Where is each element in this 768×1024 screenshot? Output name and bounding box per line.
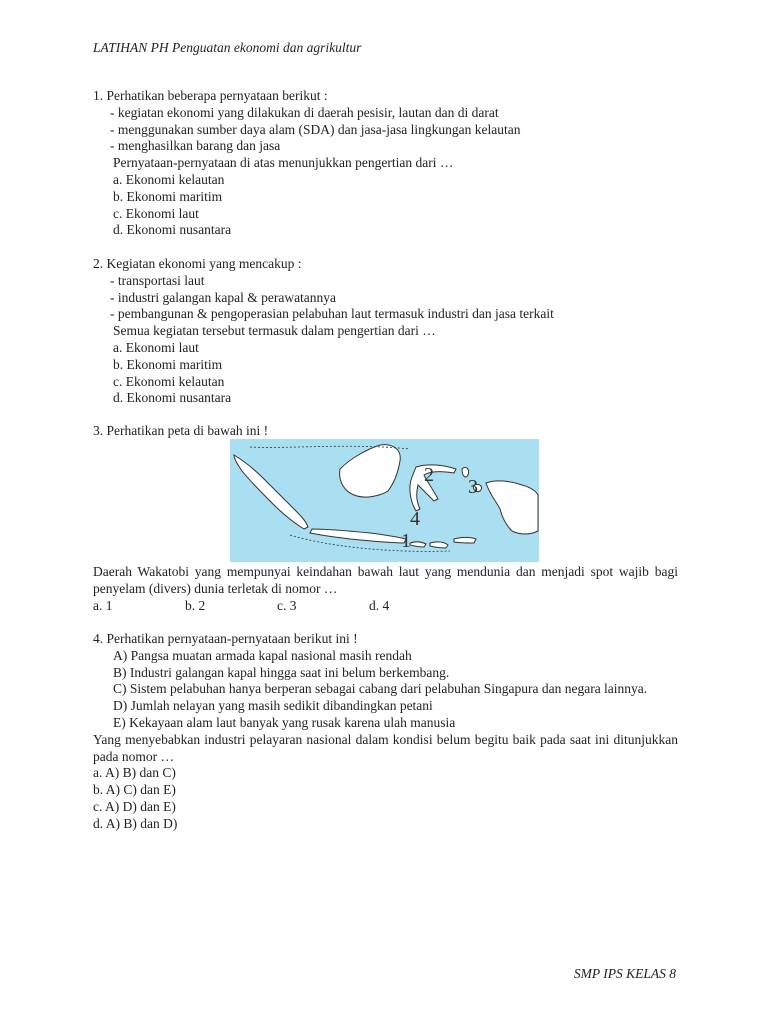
question-2 bbox=[93, 256, 678, 407]
indonesia-map bbox=[230, 439, 539, 562]
question-3 bbox=[93, 423, 678, 440]
java-island bbox=[310, 529, 406, 543]
q4-statement-c: C) Sistem pelabuhan hanya berperan sebagai cabang dari pelabuhan Singapura dan negara lainnya. bbox=[113, 681, 648, 697]
nusa-tenggara-island bbox=[454, 538, 476, 544]
q4-question: Yang menyebabkan industri pelayaran nasional dalam kondisi belum begitu baik pada saat ini ditunjukkan pada nomor … bbox=[93, 731, 678, 764]
indonesia-map-drawing bbox=[230, 439, 539, 562]
page-header: LATIHAN PH Penguatan ekonomi dan agrikultur bbox=[93, 40, 362, 55]
q3-option-b: b. 2 bbox=[185, 597, 206, 613]
q4-stem: 4. Perhatikan pernyataan-pernyataan berikut ini ! bbox=[93, 631, 358, 646]
q1-point: - menghasilkan barang dan jasa bbox=[110, 138, 281, 154]
q3-option-d: d. 4 bbox=[369, 597, 390, 613]
q4-statement-d: D) Jumlah nelayan yang masih sedikit dibandingkan petani bbox=[113, 698, 433, 714]
q3-option-a: a. 1 bbox=[93, 597, 113, 613]
question-4 bbox=[93, 631, 678, 833]
q3-options bbox=[93, 598, 678, 615]
q1-option-d: d. Ekonomi nusantara bbox=[113, 222, 232, 238]
question-1 bbox=[93, 88, 678, 239]
sumatra-island bbox=[234, 455, 308, 529]
papua-island bbox=[486, 481, 538, 534]
q4-statement-b: B) Industri galangan kapal hingga saat ini belum berkembang. bbox=[113, 664, 450, 680]
q2-option-b: b. Ekonomi maritim bbox=[113, 356, 223, 372]
nusa-tenggara-island bbox=[410, 542, 426, 547]
kalimantan-island bbox=[340, 445, 401, 497]
q4-option-a: a. A) B) dan C) bbox=[93, 765, 176, 781]
q1-option-a: a. Ekonomi kelautan bbox=[113, 171, 225, 187]
q4-statement-a: A) Pangsa muatan armada kapal nasional masih rendah bbox=[113, 647, 412, 663]
q3-option-c: c. 3 bbox=[277, 597, 297, 613]
q2-option-d: d. Ekonomi nusantara bbox=[113, 390, 232, 406]
q2-question: Semua kegiatan tersebut termasuk dalam pengertian dari … bbox=[113, 323, 436, 339]
map-label-2: 2 bbox=[424, 464, 434, 486]
q4-option-c: c. A) D) dan E) bbox=[93, 798, 176, 814]
q2-option-c: c. Ekonomi kelautan bbox=[113, 373, 225, 389]
map-label-1: 1 bbox=[401, 530, 411, 552]
q2-option-a: a. Ekonomi laut bbox=[113, 339, 199, 355]
q2-stem: 2. Kegiatan ekonomi yang mencakup : bbox=[93, 256, 302, 271]
q4-statement-e: E) Kekayaan alam laut banyak yang rusak karena ulah manusia bbox=[113, 714, 456, 730]
q4-option-b: b. A) C) dan E) bbox=[93, 782, 176, 798]
q1-question: Pernyataan-pernyataan di atas menunjukkan pengertian dari … bbox=[113, 155, 454, 171]
q2-point: - pembangunan & pengoperasian pelabuhan laut termasuk industri dan jasa terkait bbox=[110, 306, 554, 322]
q1-point: - menggunakan sumber daya alam (SDA) dan jasa-jasa lingkungan kelautan bbox=[110, 121, 521, 137]
q2-point: - industri galangan kapal & perawatannya bbox=[110, 289, 337, 305]
q1-point: - kegiatan ekonomi yang dilakukan di daerah pesisir, lautan dan di darat bbox=[110, 104, 499, 120]
question-3-body bbox=[93, 564, 678, 614]
q3-stem: 3. Perhatikan peta di bawah ini ! bbox=[93, 423, 269, 438]
page-footer: SMP IPS KELAS 8 bbox=[573, 966, 676, 981]
q4-option-d: d. A) B) dan D) bbox=[93, 815, 178, 831]
q3-question: Daerah Wakatobi yang mempunyai keindahan bawah laut yang mendunia dan menjadi spot wajib bagi penyelam (divers) dunia terletak di nomor … bbox=[93, 564, 678, 596]
map-label-3: 3 bbox=[468, 476, 478, 498]
q1-option-b: b. Ekonomi maritim bbox=[113, 188, 223, 204]
q1-stem: 1. Perhatikan beberapa pernyataan berikut : bbox=[93, 88, 328, 103]
q1-option-c: c. Ekonomi laut bbox=[113, 205, 199, 221]
q2-point: - transportasi laut bbox=[110, 272, 205, 288]
map-label-4: 4 bbox=[410, 508, 420, 530]
nusa-tenggara-island bbox=[430, 542, 448, 548]
